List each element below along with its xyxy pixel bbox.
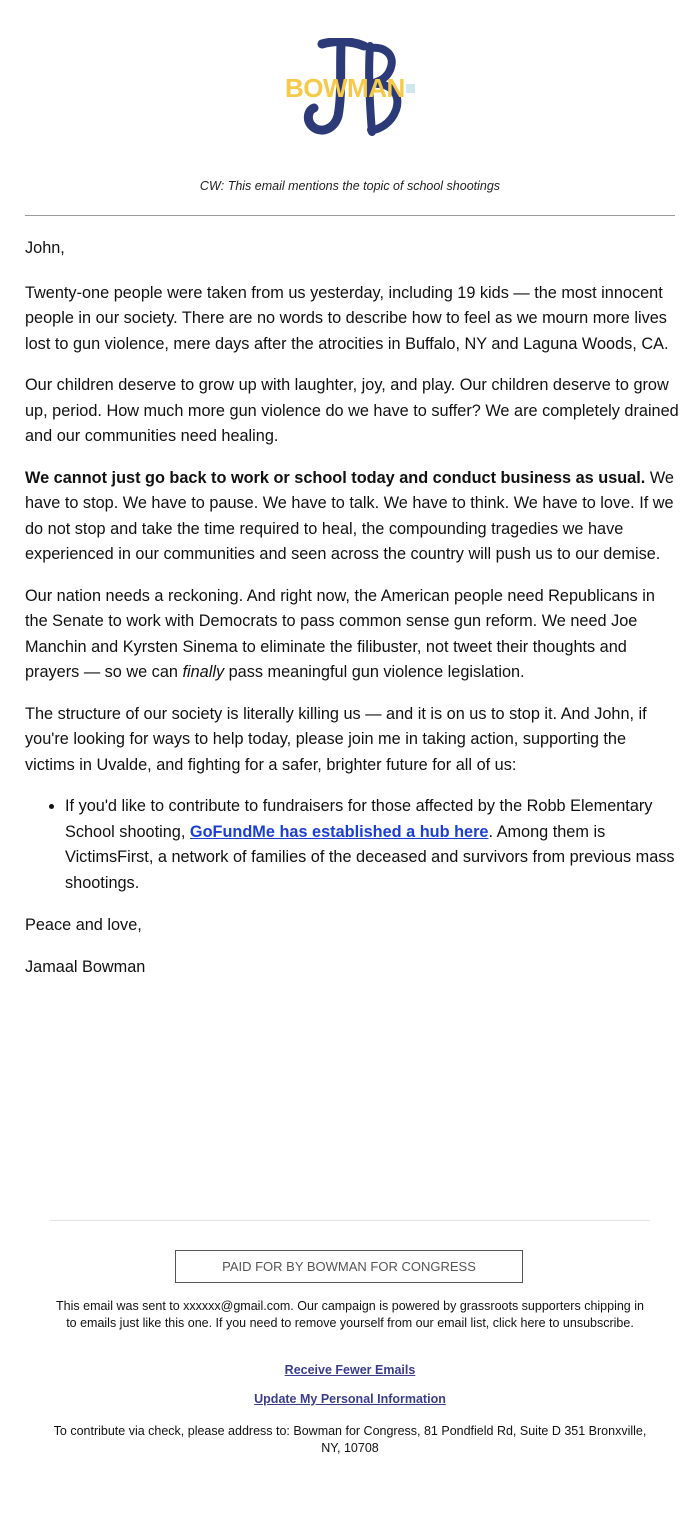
footer-divider bbox=[50, 1220, 650, 1221]
paragraph-1: Twenty-one people were taken from us yesterday, including 19 kids — the most innocent people in our society. There are no words to describe how to feel as we mourn more lives lost to gun violence, mere days after the atrocities in Buffalo, NY and Laguna Woods, CA. bbox=[25, 283, 669, 353]
signature: Jamaal Bowman bbox=[25, 957, 146, 976]
campaign-logo bbox=[278, 38, 422, 138]
receive-fewer-emails-link[interactable]: Receive Fewer Emails bbox=[284, 1363, 416, 1377]
gofundme-link[interactable]: GoFundMe has established a hub here bbox=[189, 822, 489, 841]
paragraph-2: Our children deserve to grow up with laughter, joy, and play. Our children deserve to grow up, period. How much more gun violence do we have to suffer? We are completely drained and our communities need healing. bbox=[25, 376, 679, 445]
bullet-text-end: . Among them is VictimsFirst, a network of families of the deceased and survivors from previous mass shootings. bbox=[65, 822, 675, 892]
paragraph-3-bold: We cannot just go back to work or school today and conduct business as usual. bbox=[25, 468, 646, 487]
sent-notice: This email was sent to xxxxxx@gmail.com. Our campaign is powered by grassroots supporters chipping in to emails just like this one. If you need to remove yourself from our email list, click here to unsubscribe. bbox=[56, 1299, 644, 1330]
content-warning: CW: This email mentions the topic of school shootings bbox=[199, 179, 501, 193]
paragraph-3-rest: We have to stop. We have to pause. We have to talk. We have to think. We have to love. If we do not stop and take the time required to heal, the compounding tragedies we have experienced in our communities and seen across the country will push us to our demise. bbox=[25, 468, 674, 563]
paragraph-4-italic: finally bbox=[182, 663, 225, 681]
paid-for-box: PAID FOR BY BOWMAN FOR CONGRESS bbox=[175, 1250, 523, 1283]
email-body bbox=[25, 236, 680, 996]
list-item bbox=[65, 794, 680, 896]
check-address: To contribute via check, please address to: Bowman for Congress, 81 Pondfield Rd, Suite D 351 Bronxville, NY, 10708 bbox=[53, 1424, 647, 1455]
paragraph-4-end: pass meaningful gun violence legislation. bbox=[224, 663, 525, 681]
action-list bbox=[25, 794, 680, 896]
header-divider bbox=[25, 215, 675, 216]
paragraph-5: The structure of our society is literally killing us — and it is on us to stop it. And John, if you're looking for ways to help today, please join me in taking action, supporting the victims in Uvalde, and fighting for a safer, brighter future for all of us: bbox=[25, 704, 647, 774]
logo-wordmark: BOWMAN bbox=[285, 73, 405, 103]
paragraph-3 bbox=[25, 466, 680, 568]
bullet-text-start: If you'd like to contribute to fundraisers for those affected by the Robb Elementary School shooting, bbox=[65, 797, 653, 841]
signoff: Peace and love, bbox=[25, 916, 142, 934]
paragraph-4-start: Our nation needs a reckoning. And right now, the American people need Republicans in the Senate to work with Democrats to pass common sense gun reform. We need Joe Manchin and Kyrsten Sinema to eliminate the filibuster, not tweet their thoughts and prayers — so we can bbox=[25, 586, 655, 681]
update-info-link[interactable]: Update My Personal Information bbox=[254, 1392, 446, 1406]
greeting: John, bbox=[25, 239, 65, 257]
paragraph-4 bbox=[25, 584, 680, 686]
